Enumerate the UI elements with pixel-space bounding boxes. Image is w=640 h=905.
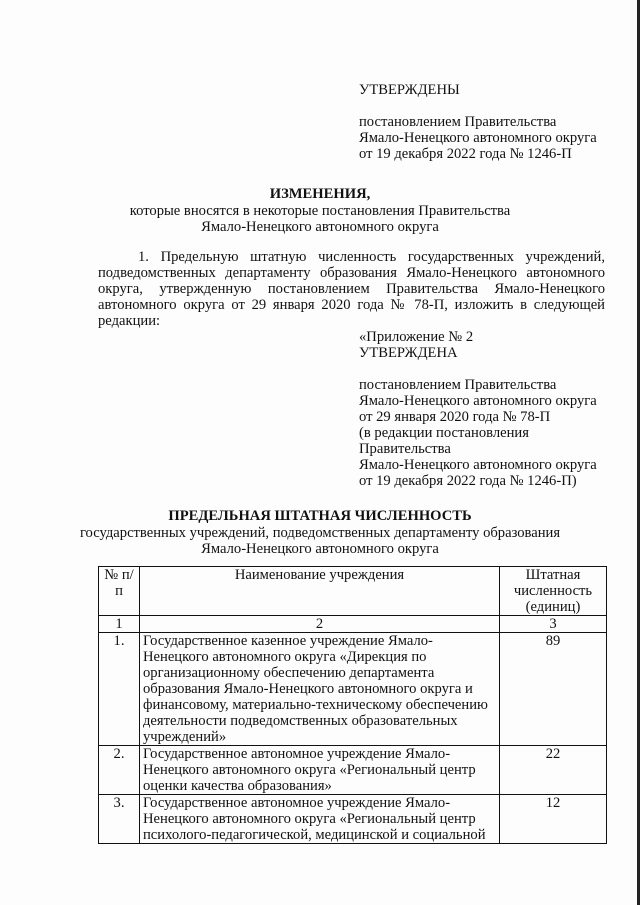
col-number: 1 [99, 616, 140, 633]
staffing-subtitle-line2: Ямало-Ненецкого автономного округа [201, 541, 439, 557]
annex-line [359, 361, 609, 377]
paragraph-1: 1. Предельную штатную численность государственных учреждений, подведомственных департаменту образования Ямало-Ненецкого автономного округа, утвержденную постановлением Правительства Ямало-Ненецкого автономного округа от 29 января 2020 года № 78-П, изложить в следующей редакции: [98, 249, 605, 329]
annex-line: постановлением Правительства [359, 377, 557, 393]
row-count: 89 [500, 633, 607, 746]
annex-line: от 19 декабря 2022 года № 1246-П) [359, 473, 577, 489]
row-num: 3. [99, 795, 140, 844]
staffing-subtitle-line1: государственных учреждений, подведомственных департаменту образования [79, 525, 561, 541]
annex-line: Ямало-Ненецкого автономного округа [359, 457, 597, 473]
annex-line: Правительства [359, 441, 451, 457]
annex-line: (в редакции постановления [359, 425, 529, 441]
row-count: 12 [500, 795, 607, 844]
col-number: 2 [140, 616, 500, 633]
changes-title: ИЗМЕНЕНИЯ, [269, 186, 371, 202]
table-row [99, 795, 607, 844]
annex-line: Ямало-Ненецкого автономного округа [359, 393, 597, 409]
row-name: Государственное автономное учреждение Ямало-Ненецкого автономного округа «Региональный центр психолого-педагогической, медицинской и социальной [140, 795, 500, 844]
changes-subtitle-line1: которые вносятся в некоторые постановления Правительства [129, 203, 511, 219]
table-row [99, 633, 607, 746]
header-name: Наименование учреждения [140, 567, 500, 616]
header-count: Штатная численность (единиц) [500, 567, 607, 616]
staffing-title: ПРЕДЕЛЬНАЯ ШТАТНАЯ ЧИСЛЕННОСТЬ [168, 508, 472, 524]
approval-block [359, 82, 599, 162]
table-header-row [99, 567, 607, 616]
table-row [99, 746, 607, 795]
col-number: 3 [500, 616, 607, 633]
changes-subtitle-line2: Ямало-Ненецкого автономного округа [201, 219, 439, 235]
row-count: 22 [500, 746, 607, 795]
header-num: № п/п [99, 567, 140, 616]
approval-line: от 19 декабря 2022 года № 1246-П [359, 146, 572, 162]
row-num: 1. [99, 633, 140, 746]
staffing-table [98, 566, 607, 844]
approval-heading: УТВЕРЖДЕНЫ [359, 82, 460, 98]
annex-line: от 29 января 2020 года № 78-П [359, 409, 551, 425]
column-numbers-row [99, 616, 607, 633]
approval-line: Ямало-Ненецкого автономного округа [359, 130, 597, 146]
annex-block [359, 329, 609, 489]
row-name: Государственное автономное учреждение Ямало-Ненецкого автономного округа «Региональный центр оценки качества образования» [140, 746, 500, 795]
annex-line: УТВЕРЖДЕНА [359, 345, 458, 361]
annex-line: «Приложение № 2 [359, 329, 474, 345]
row-num: 2. [99, 746, 140, 795]
row-name: Государственное казенное учреждение Ямало-Ненецкого автономного округа «Дирекция по организационному обеспечению департамента образования Ямало-Ненецкого автономного округа и финансовому, материально-техническому обеспечению деятельности подведомственных образовательных учреждений» [140, 633, 500, 746]
approval-line: постановлением Правительства [359, 114, 557, 130]
